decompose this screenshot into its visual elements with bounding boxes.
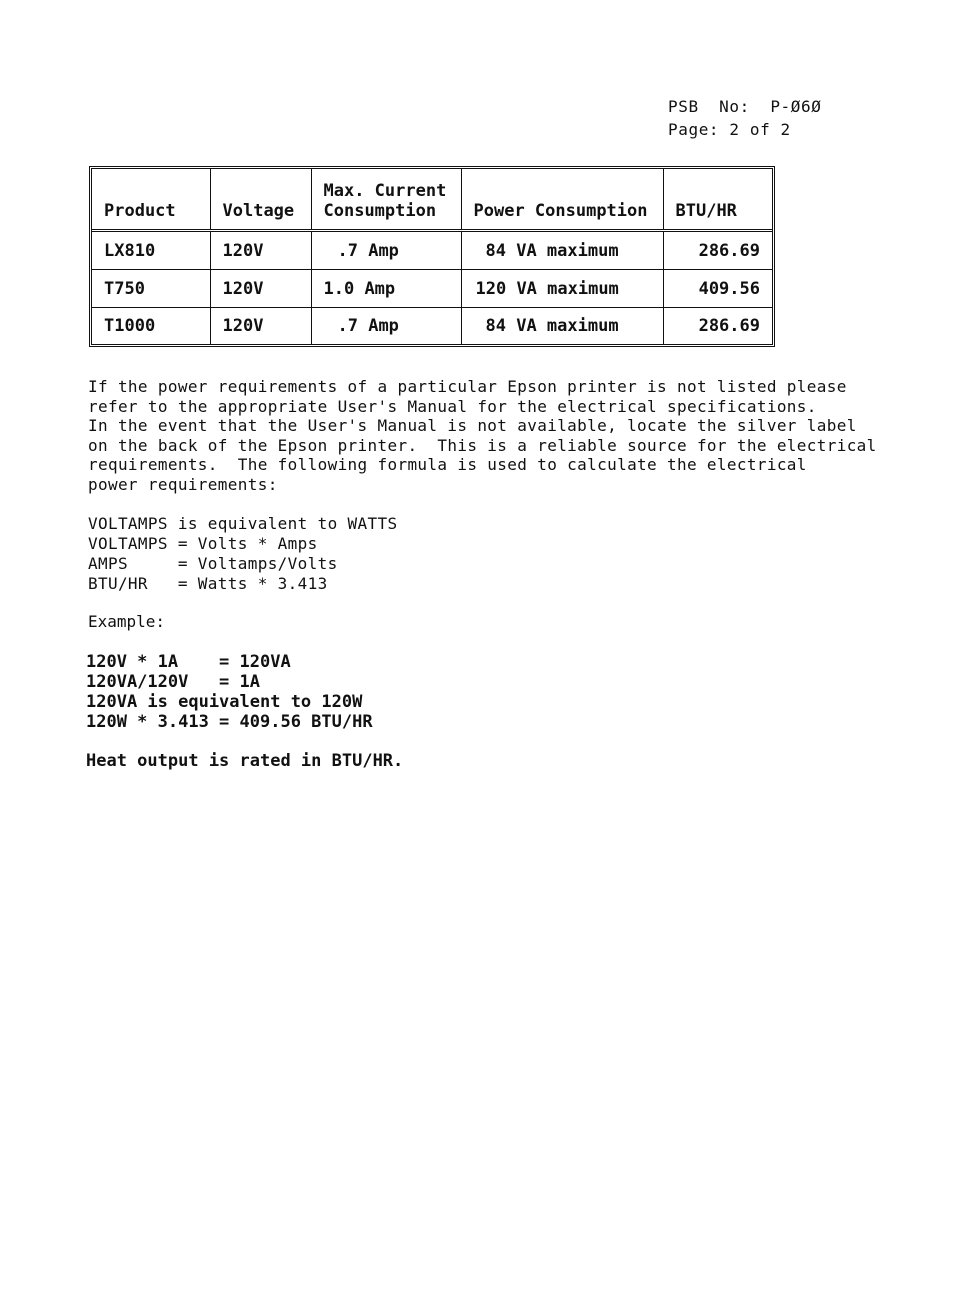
col-header-max-current (311, 169, 461, 231)
formula-line: AMPS = Voltamps/Volts (88, 554, 338, 573)
cell-current: .7 Amp (311, 307, 461, 344)
col-header-max-current-line2: Consumption (323, 201, 437, 221)
formula-line: VOLTAMPS is equivalent to WATTS (88, 514, 398, 533)
cell-power: 120 VA maximum (461, 270, 663, 308)
cell-voltage: 120V (210, 270, 311, 308)
cell-voltage: 120V (210, 307, 311, 344)
cell-btu: 286.69 (663, 231, 772, 270)
example-line: 120V * 1A = 120VA (86, 652, 291, 672)
formula-line: BTU/HR = Watts * 3.413 (88, 574, 328, 593)
paragraph-line: on the back of the Epson printer. This is a reliable source for the electrical (88, 435, 877, 455)
cell-voltage: 120V (210, 231, 311, 270)
cell-btu: 409.56 (663, 270, 772, 308)
example-calculation (86, 652, 373, 732)
example-line: 120W * 3.413 = 409.56 BTU/HR (86, 712, 373, 732)
cell-product: T1000 (92, 307, 210, 344)
cell-btu: 286.69 (663, 307, 772, 344)
heat-output-note: Heat output is rated in BTU/HR. (86, 751, 404, 771)
table-row (92, 231, 772, 270)
table-header-row (92, 169, 772, 231)
cell-power: 84 VA maximum (461, 231, 663, 270)
explanation-paragraph (88, 377, 877, 494)
col-header-btu: BTU/HR (663, 169, 772, 231)
table-row (92, 307, 772, 344)
cell-current: 1.0 Amp (311, 270, 461, 308)
page-number: Page: 2 of 2 (668, 120, 791, 139)
cell-power: 84 VA maximum (461, 307, 663, 344)
table-row (92, 270, 772, 308)
example-label: Example: (88, 612, 166, 631)
paragraph-line: If the power requirements of a particular Epson printer is not listed please (88, 377, 847, 396)
col-header-max-current-line1: Max. Current (323, 181, 447, 201)
col-header-voltage: Voltage (210, 169, 311, 231)
col-header-power: Power Consumption (461, 169, 663, 231)
formula-line: VOLTAMPS = Volts * Amps (88, 534, 318, 553)
formula-list (88, 514, 397, 594)
cell-product: LX810 (92, 231, 210, 270)
paragraph-line: power requirements: (88, 474, 278, 494)
psb-number: PSB No: P-Ø6Ø (668, 97, 822, 116)
cell-current: .7 Amp (311, 231, 461, 270)
paragraph-line: refer to the appropriate User's Manual for the electrical specifications. (88, 396, 817, 416)
example-line: 120VA is equivalent to 120W (86, 692, 363, 712)
document-header (668, 95, 822, 141)
example-line: 120VA/120V = 1A (86, 672, 260, 692)
cell-product: T750 (92, 270, 210, 308)
paragraph-line: requirements. The following formula is used to calculate the electrical (88, 455, 807, 474)
power-table (89, 166, 775, 347)
paragraph-line: In the event that the User's Manual is not available, locate the silver label (88, 416, 857, 435)
col-header-product: Product (92, 169, 210, 231)
